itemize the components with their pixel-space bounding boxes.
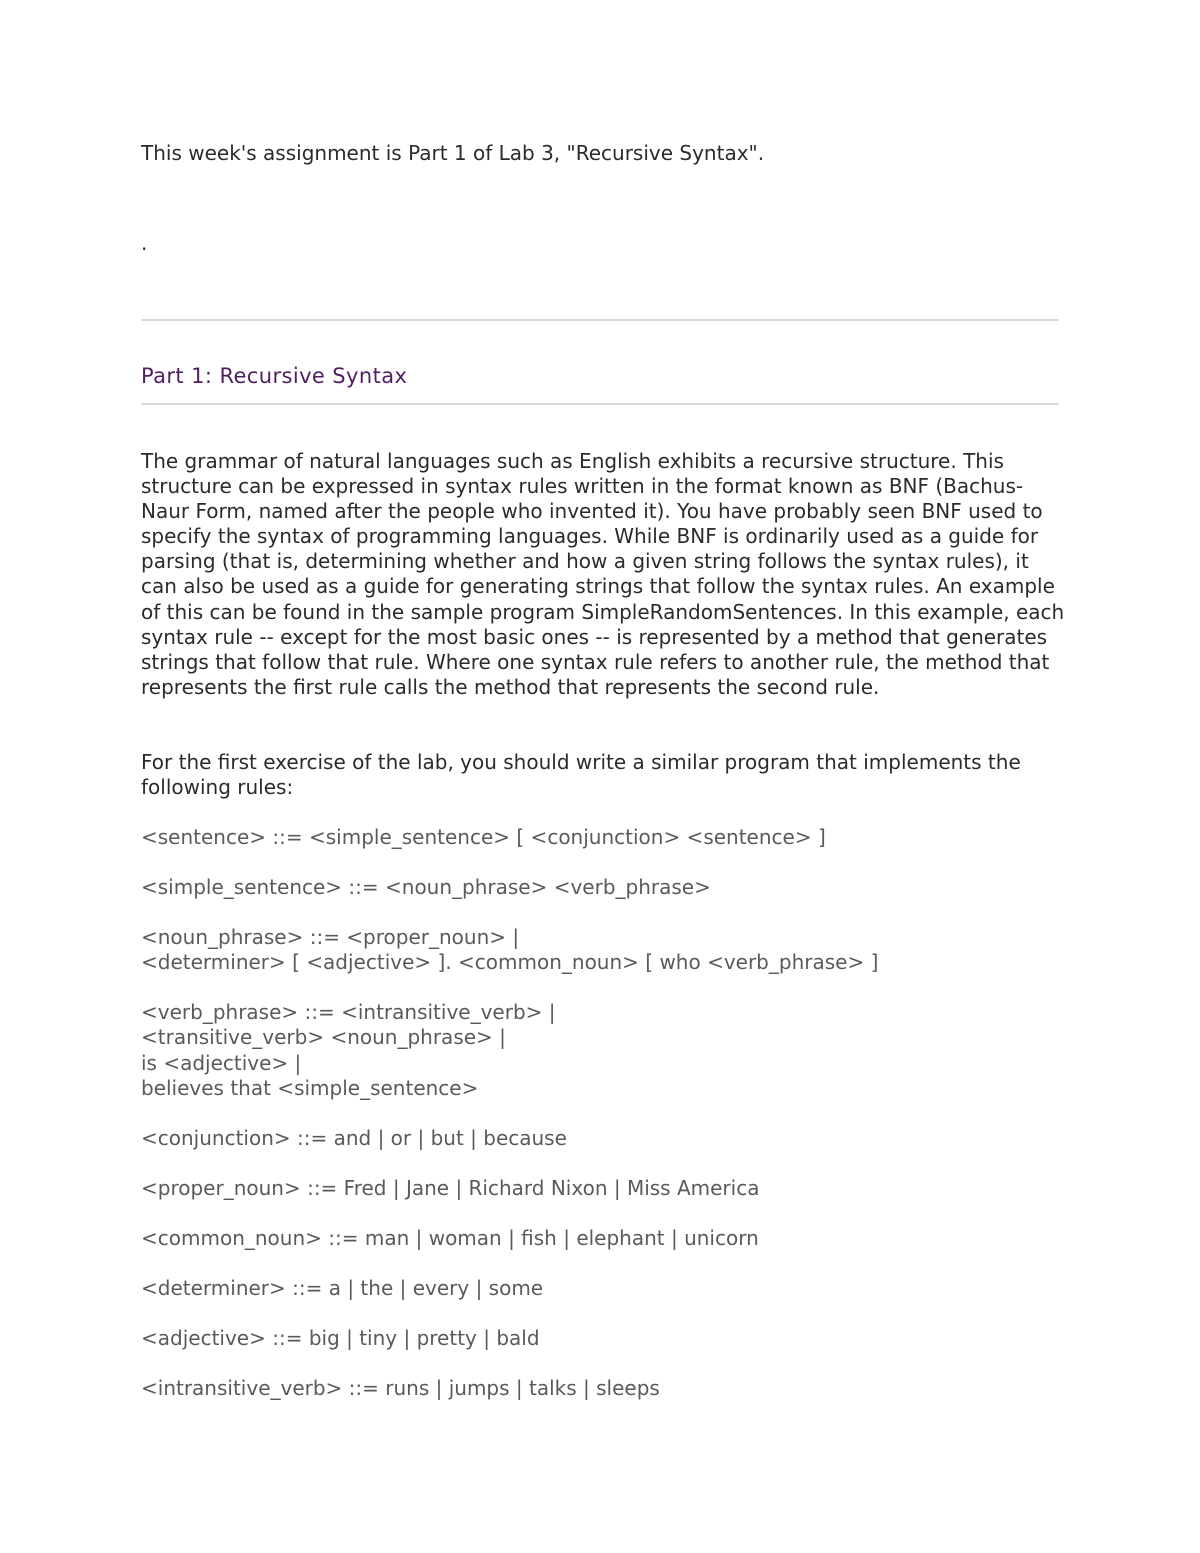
rule-line: <transitive_verb> <noun_phrase> | xyxy=(141,1025,506,1050)
grammar-rule-adjective xyxy=(141,1326,1059,1351)
rule-line: <conjunction> ::= and | or | but | because xyxy=(141,1125,567,1150)
rule-line: <sentence> ::= <simple_sentence> [ <conjunction> <sentence> ] xyxy=(141,825,826,849)
document-page xyxy=(141,0,1065,1553)
grammar-rules xyxy=(141,825,1059,1426)
grammar-rule-sentence xyxy=(141,825,1059,850)
heading-divider-top xyxy=(141,319,1059,321)
rule-line: is <adjective> | xyxy=(141,1050,302,1075)
rule-line: <simple_sentence> ::= <noun_phrase> <verb_phrase> xyxy=(141,875,711,900)
grammar-rule-proper-noun xyxy=(141,1176,1059,1201)
rule-line: <determiner> [ <adjective> ]. <common_noun> [ who <verb_phrase> ] xyxy=(141,950,879,975)
section-heading: Part 1: Recursive Syntax xyxy=(141,364,408,388)
heading-divider-bottom xyxy=(141,403,1059,405)
body-paragraph-1: The grammar of natural languages such as English exhibits a recursive structure. This structure can be expressed in syntax rules written in the format known as BNF (Bachus-Naur Form, named after the people who invented it). You have probably seen BNF used to specify the syntax of programming languages. While BNF is ordinarily used as a guide for parsing (that is, determining whether and how a given string follows the syntax rules), it can also be used as a guide for generating strings that follow the syntax rules. An example of this can be found in the sample program SimpleRandomSentences. In this example, each syntax rule -- except for the most basic ones -- is represented by a method that generates strings that follow that rule. Where one syntax rule refers to another rule, the method that represents the first rule calls the method that represents the second rule. xyxy=(141,449,1065,699)
body-paragraph-2: For the first exercise of the lab, you should write a similar program that implements the following rules: xyxy=(141,750,1021,800)
rule-line: <common_noun> ::= man | woman | fish | elephant | unicorn xyxy=(141,1225,759,1250)
grammar-rule-noun-phrase xyxy=(141,925,1059,975)
rule-line: <intransitive_verb> ::= runs | jumps | talks | sleeps xyxy=(141,1376,660,1401)
rule-line: <determiner> ::= a | the | every | some xyxy=(141,1276,544,1301)
grammar-rule-determiner xyxy=(141,1276,1059,1301)
intro-text: This week's assignment is Part 1 of Lab 3, "Recursive Syntax". xyxy=(141,141,765,165)
grammar-rule-common-noun xyxy=(141,1226,1059,1251)
grammar-rule-conjunction xyxy=(141,1126,1059,1151)
grammar-rule-verb-phrase xyxy=(141,1000,1059,1100)
rule-line: <verb_phrase> ::= <intransitive_verb> | xyxy=(141,1000,556,1025)
rule-line: <noun_phrase> ::= <proper_noun> | xyxy=(141,925,520,950)
spacer-dot: . xyxy=(141,231,148,255)
rule-line: <adjective> ::= big | tiny | pretty | bald xyxy=(141,1326,540,1351)
rule-line: believes that <simple_sentence> xyxy=(141,1075,479,1100)
rule-line: <proper_noun> ::= Fred | Jane | Richard Nixon | Miss America xyxy=(141,1175,760,1200)
grammar-rule-simple-sentence xyxy=(141,875,1059,900)
grammar-rule-intransitive-verb xyxy=(141,1376,1059,1401)
